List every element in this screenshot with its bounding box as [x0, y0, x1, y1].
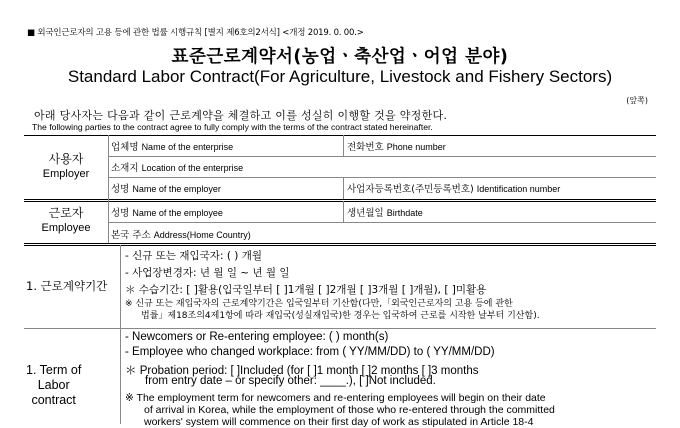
section-rule	[24, 201, 656, 202]
row-divider	[108, 222, 656, 223]
workplace-change-term-ko[interactable]: - 사업장변경자: 년 월 일 ~ 년 월 일	[125, 267, 290, 279]
term-label-en: 1. Term of Labor contract	[26, 363, 82, 407]
enterprise-name-field[interactable]: 업체명 Name of the enterprise	[111, 142, 234, 153]
page-title-en: Standard Labor Contract(For Agriculture, Livestock and Fishery Sectors)	[67, 67, 613, 86]
section-rule	[24, 245, 656, 246]
column-divider	[343, 135, 344, 156]
page-side-marker: (앞쪽)	[626, 96, 648, 105]
page-title-ko: 표준근로계약서(농업ㆍ축산업ㆍ어업 분야)	[171, 47, 509, 67]
phone-field[interactable]: 전화번호 Phone number	[347, 142, 446, 153]
intro-text-ko: 아래 당사자는 다음과 같이 근로계약을 체결하고 이를 성실히 이행할 것을 약정한다.	[34, 109, 448, 122]
term-note-ko-line2: 법률」제18조의4제1항에 따라 재입국(성실재입국)한 경우는 입국하여 근로를 시작한 날부터 기산함).	[141, 311, 540, 321]
section-rule	[24, 199, 656, 200]
column-divider	[108, 135, 109, 243]
birthdate-field[interactable]: 생년월일 Birthdate	[347, 208, 423, 219]
employee-name-field[interactable]: 성명 Name of the employee	[111, 208, 223, 219]
employer-name-field[interactable]: 성명 Name of the employer	[111, 184, 221, 195]
employee-label: 근로자 Employee	[41, 206, 91, 234]
identification-field[interactable]: 사업자등록번호(주민등록번호) Identification number	[347, 184, 561, 195]
workplace-change-term-en[interactable]: - Employee who changed workplace: from ( YY/MM/DD) to ( YY/MM/DD)	[125, 346, 495, 358]
new-entrant-term-ko[interactable]: - 신규 또는 재입국자: ( ) 개월	[125, 250, 262, 262]
probation-option-en-line1[interactable]: ＊ Probation period: [ ]Included (for [ ]1 month [ ]2 months [ ]3 months	[125, 365, 479, 377]
column-divider	[120, 245, 121, 424]
intro-text-en: The following parties to the contract agree to fully comply with the terms of the contract stated hereinafter.	[32, 122, 433, 132]
table-top-rule	[24, 135, 656, 136]
term-note-ko-line1: ※ 신규 또는 재입국자의 근로계약기간은 입국일부터 기산함(다만,「외국인근로자의 고용 등에 관한	[125, 299, 513, 309]
location-field[interactable]: 소재지 Location of the enterprise	[111, 163, 244, 174]
probation-option-en-line2[interactable]: from entry date – or specify other: ____.), [ ]Not included.	[145, 375, 436, 387]
column-divider	[343, 201, 344, 222]
term-note-en-line2: of arrival in Korea, while the employment of those who re-entered through the committed	[144, 404, 555, 416]
term-label-ko: 1. 근로계약기간	[26, 279, 108, 293]
employer-label: 사용자 Employer	[42, 152, 90, 180]
row-divider	[108, 156, 656, 157]
probation-option-ko[interactable]: ＊ 수습기간: [ ]활용(입국일부터 [ ]1개월 [ ]2개월 [ ]3개월 [ ]개월), [ ]미활용	[125, 284, 487, 296]
term-note-en-line1: ※ The employment term for newcomers and re-entering employees will begin on their date	[125, 392, 546, 404]
home-address-field[interactable]: 본국 주소 Address(Home Country)	[111, 230, 251, 241]
column-divider	[343, 177, 344, 199]
regulation-note: ■ 외국인근로자의 고용 등에 관한 법률 시행규칙 [별지 제6호의2서식] <개정 2019. 0. 00.>	[27, 28, 364, 38]
row-divider	[24, 328, 656, 329]
section-rule	[24, 243, 656, 244]
row-divider	[108, 177, 656, 178]
term-note-en-line3: workers' system will commence on their first day of work as stipulated in Article 18-4	[144, 416, 534, 428]
new-entrant-term-en[interactable]: - Newcomers or Re-entering employee: ( ) month(s)	[125, 331, 389, 343]
